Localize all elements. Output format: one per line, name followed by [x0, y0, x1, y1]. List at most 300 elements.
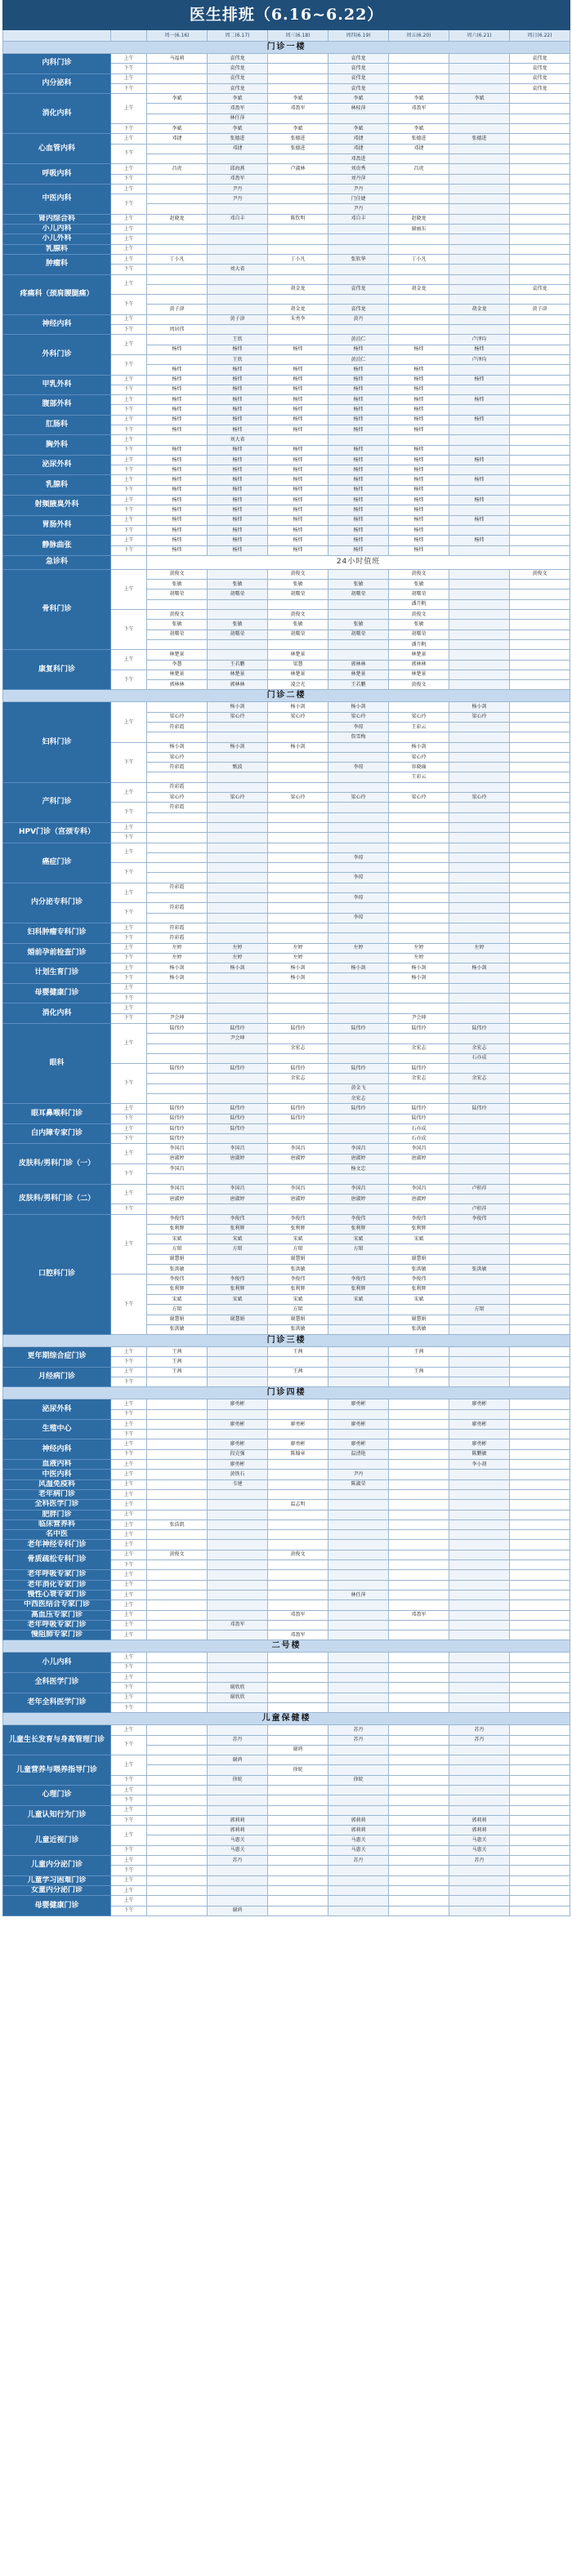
doctor-cell — [147, 822, 208, 832]
schedule-row — [3, 1530, 570, 1540]
doctor-cell — [449, 485, 510, 495]
doctor-cell: 杨炜 — [208, 415, 268, 425]
doctor-cell: 杨炜 — [268, 525, 328, 535]
doctor-cell — [510, 1755, 570, 1765]
doctor-cell: 谢鸿 — [208, 1755, 268, 1765]
doctor-cell: 杨炜 — [268, 395, 328, 405]
doctor-cell — [328, 1620, 389, 1630]
section-title: 儿童保健楼 — [3, 1713, 570, 1725]
doctor-cell — [328, 1134, 389, 1144]
doctor-cell — [389, 1357, 449, 1367]
doctor-cell: 杨炜 — [208, 365, 268, 375]
doctor-cell: 左婷 — [328, 943, 389, 953]
doctor-cell: 邓盈军 — [208, 174, 268, 184]
doctor-cell — [208, 1083, 268, 1093]
period-cell: 上午 — [111, 1826, 147, 1846]
doctor-cell — [389, 732, 449, 742]
doctor-cell — [328, 1377, 389, 1387]
doctor-cell: 谢慧娟 — [268, 1315, 328, 1324]
dept-name: 老年神经专科门诊 — [3, 1540, 111, 1550]
doctor-cell — [208, 1043, 268, 1053]
doctor-cell: 林楚景 — [268, 670, 328, 679]
doctor-cell: 陆伟玲 — [449, 1104, 510, 1114]
schedule-row — [3, 1653, 570, 1662]
doctor-cell — [449, 445, 510, 455]
period-cell: 上午 — [111, 1144, 147, 1164]
schedule-row — [3, 134, 570, 144]
doctor-cell: 李俊伟 — [389, 1275, 449, 1284]
doctor-cell — [328, 863, 389, 873]
doctor-cell — [208, 1093, 268, 1103]
doctor-cell — [449, 214, 510, 224]
doctor-cell — [147, 1875, 208, 1885]
doctor-cell: 杨小剑 — [208, 963, 268, 973]
day-header: 周二(6.17) — [208, 30, 268, 42]
doctor-cell — [328, 1765, 389, 1775]
doctor-cell — [510, 314, 570, 324]
section-row — [3, 1640, 570, 1653]
doctor-cell: 杨炜 — [268, 345, 328, 354]
doctor-cell: 张软华 — [328, 254, 389, 264]
doctor-cell — [449, 1755, 510, 1765]
doctor-cell — [389, 113, 449, 123]
day-header: 周日(6.22) — [510, 30, 570, 42]
doctor-cell — [389, 913, 449, 923]
doctor-cell — [449, 822, 510, 832]
period-cell: 下午 — [111, 1357, 147, 1367]
doctor-cell — [449, 723, 510, 732]
dept-name: 口腔科门诊 — [3, 1214, 111, 1335]
dept-name: 儿童生长发育与身高管理门诊 — [3, 1725, 111, 1755]
doctor-cell: 林任萍 — [328, 1590, 389, 1599]
schedule-row — [3, 54, 570, 64]
doctor-cell — [449, 1315, 510, 1324]
dept-name: 高血压专家门诊 — [3, 1610, 111, 1620]
doctor-cell — [510, 1550, 570, 1559]
doctor-cell — [389, 822, 449, 832]
doctor-cell: 胡曙荣 — [328, 630, 389, 639]
doctor-cell — [389, 1034, 449, 1043]
doctor-cell — [328, 234, 389, 244]
doctor-cell: 袁伟龙 — [328, 54, 389, 64]
doctor-cell — [449, 465, 510, 475]
doctor-cell — [449, 1134, 510, 1144]
doctor-cell: 杨炜 — [268, 385, 328, 394]
doctor-cell: 杨炜 — [328, 415, 389, 425]
doctor-cell — [268, 903, 328, 913]
doctor-cell: 林楚景 — [268, 650, 328, 660]
period-cell: 上午 — [111, 1489, 147, 1499]
section-title: 门诊三楼 — [3, 1335, 570, 1347]
doctor-cell: 张洪敏 — [389, 1324, 449, 1334]
doctor-cell — [510, 803, 570, 812]
doctor-cell — [328, 265, 389, 274]
doctor-cell — [510, 1702, 570, 1712]
doctor-cell — [328, 1653, 389, 1662]
doctor-cell — [328, 1745, 389, 1755]
doctor-cell: 石亦成 — [389, 1123, 449, 1133]
doctor-cell: 李琼 — [328, 723, 389, 732]
dept-name: 肾内综合科 — [3, 214, 111, 224]
doctor-cell — [389, 1835, 449, 1845]
doctor-cell — [389, 923, 449, 932]
doctor-cell — [147, 599, 208, 609]
doctor-cell — [510, 1184, 570, 1194]
doctor-cell: 唐淑婷 — [208, 1194, 268, 1203]
doctor-cell: 邓捷 — [208, 144, 268, 153]
doctor-cell — [389, 1174, 449, 1184]
doctor-cell: 杨炜 — [389, 505, 449, 515]
doctor-cell: 胡金龙 — [449, 305, 510, 314]
doctor-cell — [449, 610, 510, 620]
doctor-cell: 王茜 — [389, 1367, 449, 1377]
doctor-cell — [449, 1610, 510, 1620]
doctor-cell — [510, 134, 570, 144]
doctor-cell — [147, 1377, 208, 1387]
doctor-cell — [147, 1560, 208, 1570]
doctor-cell: 马惠关 — [449, 1835, 510, 1845]
doctor-cell: 张利辉 — [328, 1224, 389, 1234]
doctor-cell — [449, 545, 510, 555]
doctor-cell: 郭莉莉 — [328, 1815, 389, 1825]
doctor-cell — [328, 599, 389, 609]
doctor-cell — [510, 610, 570, 620]
doctor-cell: 胡曙荣 — [208, 630, 268, 639]
doctor-cell — [389, 1204, 449, 1214]
doctor-cell: 张敏 — [268, 620, 328, 630]
doctor-cell — [268, 184, 328, 194]
doctor-cell — [449, 1631, 510, 1640]
doctor-cell — [268, 1470, 328, 1479]
schedule-row — [3, 1367, 570, 1377]
doctor-cell: 杨炜 — [389, 496, 449, 505]
period-cell: 上午 — [111, 184, 147, 194]
doctor-cell — [449, 1500, 510, 1510]
doctor-cell — [268, 194, 328, 204]
doctor-cell: 陆伟玲 — [147, 1134, 208, 1144]
period-cell: 下午 — [111, 994, 147, 1003]
period-cell: 上午 — [111, 1419, 147, 1429]
doctor-cell: 杨炜 — [328, 465, 389, 475]
doctor-cell — [510, 1224, 570, 1234]
doctor-cell — [389, 1845, 449, 1855]
doctor-cell: 杨炜 — [389, 365, 449, 375]
doctor-cell — [208, 1013, 268, 1023]
period-cell: 上午 — [111, 1367, 147, 1377]
doctor-cell: 李俊伟 — [147, 1275, 208, 1284]
doctor-cell: 杨炜 — [208, 465, 268, 475]
doctor-cell: 苏丹 — [328, 1735, 389, 1745]
doctor-cell — [449, 752, 510, 762]
doctor-cell — [268, 1845, 328, 1855]
doctor-cell — [268, 1540, 328, 1550]
doctor-cell: 杨炜 — [328, 496, 389, 505]
doctor-cell — [389, 1725, 449, 1735]
schedule-row — [3, 923, 570, 932]
doctor-cell: 梁心玲 — [268, 712, 328, 722]
doctor-cell — [268, 1013, 328, 1023]
doctor-cell — [510, 599, 570, 609]
doctor-cell — [449, 1653, 510, 1662]
doctor-cell — [389, 1653, 449, 1662]
doctor-cell — [510, 1805, 570, 1815]
doctor-cell — [208, 1003, 268, 1013]
doctor-cell — [328, 1324, 389, 1334]
doctor-cell: 陆伟玲 — [449, 1023, 510, 1033]
dept-name: 消化内科 — [3, 1003, 111, 1024]
doctor-cell: 陆伟玲 — [147, 1114, 208, 1123]
doctor-cell: 黄泊仁 — [328, 354, 389, 364]
doctor-cell — [510, 1600, 570, 1610]
doctor-cell: 符彩霞 — [147, 883, 208, 892]
schedule-row — [3, 1519, 570, 1529]
doctor-cell: 余宏志 — [328, 1093, 389, 1103]
doctor-cell: 袁伟龙 — [510, 54, 570, 64]
doctor-cell — [389, 1053, 449, 1063]
doctor-cell — [208, 610, 268, 620]
doctor-cell — [268, 723, 328, 732]
doctor-cell: 谢丽东 — [389, 225, 449, 234]
doctor-cell — [268, 1835, 328, 1845]
doctor-cell — [510, 752, 570, 762]
doctor-cell — [268, 843, 328, 852]
doctor-cell: 黄俊文 — [268, 610, 328, 620]
doctor-cell: 廖勇彬 — [449, 1399, 510, 1409]
doctor-cell — [510, 244, 570, 254]
doctor-cell — [147, 702, 208, 712]
doctor-cell — [268, 1600, 328, 1610]
period-cell: 下午 — [111, 545, 147, 555]
doctor-cell: 段克强 — [208, 1449, 268, 1459]
period-cell: 上午 — [111, 254, 147, 264]
doctor-cell — [268, 435, 328, 445]
doctor-cell — [389, 1785, 449, 1795]
doctor-cell: 李俊伟 — [328, 1214, 389, 1224]
doctor-cell: 林桂萍 — [328, 104, 389, 113]
doctor-cell — [510, 1083, 570, 1093]
doctor-cell: 梁心玲 — [268, 793, 328, 803]
doctor-cell — [449, 1866, 510, 1875]
doctor-cell — [510, 822, 570, 832]
doctor-cell: 李国昌 — [208, 1144, 268, 1154]
schedule-row — [3, 164, 570, 174]
period-cell: 上午 — [111, 1755, 147, 1776]
doctor-cell: 杨炜 — [147, 536, 208, 545]
dept-name: 康复科门诊 — [3, 650, 111, 690]
doctor-cell — [268, 1123, 328, 1133]
doctor-cell — [328, 752, 389, 762]
doctor-cell: 杨小剑 — [328, 963, 389, 973]
doctor-cell: 刘丹萍 — [328, 174, 389, 184]
period-cell: 下午 — [111, 1204, 147, 1214]
doctor-cell: 李国昌 — [208, 1184, 268, 1194]
doctor-cell: 郭莉莉 — [328, 1826, 389, 1835]
period-cell: 下午 — [111, 1662, 147, 1672]
period-cell: 下午 — [111, 265, 147, 274]
doctor-cell: 李斌 — [208, 124, 268, 134]
doctor-cell: 杨炜 — [389, 415, 449, 425]
doctor-cell: 袁伟龙 — [510, 83, 570, 93]
doctor-cell — [268, 325, 328, 335]
doctor-cell — [328, 1600, 389, 1610]
doctor-cell — [510, 833, 570, 843]
doctor-cell — [510, 580, 570, 589]
doctor-cell — [328, 742, 389, 752]
doctor-cell — [510, 204, 570, 214]
section-row — [3, 42, 570, 54]
schedule-row — [3, 1460, 570, 1470]
dept-name: 甲乳外科 — [3, 375, 111, 395]
doctor-cell — [510, 1530, 570, 1540]
doctor-cell — [389, 1775, 449, 1785]
doctor-cell — [268, 639, 328, 649]
doctor-cell — [510, 485, 570, 495]
doctor-cell — [147, 1735, 208, 1745]
doctor-cell: 方珺 — [449, 1305, 510, 1315]
schedule-row — [3, 274, 570, 284]
doctor-cell — [510, 1214, 570, 1224]
doctor-cell: 李国昌 — [389, 1144, 449, 1154]
doctor-cell: 杨炜 — [389, 465, 449, 475]
doctor-cell — [208, 852, 268, 862]
doctor-cell: 杨炜 — [268, 536, 328, 545]
doctor-cell: 左婷 — [268, 943, 328, 953]
doctor-cell — [147, 1815, 208, 1825]
doctor-cell — [328, 1693, 389, 1702]
doctor-cell — [208, 1765, 268, 1775]
doctor-cell — [147, 1590, 208, 1599]
doctor-cell — [510, 1460, 570, 1470]
doctor-cell — [389, 83, 449, 93]
doctor-cell: 谢欣欣 — [208, 1683, 268, 1693]
doctor-cell — [449, 1013, 510, 1023]
doctor-cell: 丁小凡 — [147, 254, 208, 264]
period-cell: 上午 — [111, 1896, 147, 1906]
doctor-cell — [510, 1785, 570, 1795]
doctor-cell: 杨炜 — [208, 475, 268, 485]
doctor-cell — [449, 225, 510, 234]
period-cell: 下午 — [111, 1114, 147, 1123]
doctor-cell: 宋斌 — [268, 1235, 328, 1244]
doctor-cell — [510, 983, 570, 993]
doctor-cell: 张利辉 — [268, 1224, 328, 1234]
doctor-cell — [268, 1775, 328, 1785]
dept-name: 慢阻肺专家门诊 — [3, 1631, 111, 1640]
period-cell: 上午 — [111, 1214, 147, 1275]
doctor-cell — [449, 812, 510, 822]
schedule-row — [3, 475, 570, 485]
doctor-cell — [147, 1204, 208, 1214]
doctor-cell: 杨炜 — [389, 405, 449, 415]
doctor-cell: 郭莉莉 — [449, 1826, 510, 1835]
doctor-cell: 唐淑婷 — [389, 1194, 449, 1203]
doctor-cell — [510, 496, 570, 505]
doctor-cell — [208, 1489, 268, 1499]
doctor-cell: 廖勇彬 — [268, 1419, 328, 1429]
doctor-cell — [147, 1885, 208, 1895]
doctor-cell — [328, 953, 389, 963]
doctor-cell — [268, 913, 328, 923]
period-cell: 上午 — [111, 1580, 147, 1590]
dept-name: 计划生育门诊 — [3, 963, 111, 984]
doctor-cell — [328, 1114, 389, 1123]
doctor-cell: 谢慧娟 — [208, 1315, 268, 1324]
period-cell: 上午 — [111, 1856, 147, 1866]
period-cell: 上午 — [111, 274, 147, 295]
period-cell: 下午 — [111, 325, 147, 335]
doctor-cell: 李慧 — [147, 660, 208, 670]
doctor-cell — [449, 1560, 510, 1570]
doctor-cell: 杨炜 — [328, 525, 389, 535]
doctor-cell: 梁心玲 — [389, 752, 449, 762]
doctor-cell — [147, 1399, 208, 1409]
doctor-cell: 尹丹 — [328, 1470, 389, 1479]
doctor-cell — [208, 983, 268, 993]
dept-name: 全科医学门诊 — [3, 1673, 111, 1693]
doctor-cell — [449, 803, 510, 812]
doctor-cell: 陈鹏敏 — [449, 1449, 510, 1459]
doctor-cell: 左婷 — [147, 943, 208, 953]
doctor-cell: 廖勇彬 — [208, 1419, 268, 1429]
doctor-cell — [268, 1590, 328, 1599]
doctor-cell — [208, 204, 268, 214]
period-cell: 下午 — [111, 1377, 147, 1387]
doctor-cell — [510, 963, 570, 973]
period-cell: 上午 — [111, 1184, 147, 1204]
doctor-cell — [268, 1357, 328, 1367]
doctor-cell — [268, 1399, 328, 1409]
doctor-cell: 杨小剑 — [268, 702, 328, 712]
doctor-cell — [147, 1673, 208, 1683]
doctor-cell — [510, 164, 570, 174]
doctor-cell: 袁伟龙 — [208, 83, 268, 93]
doctor-cell — [147, 994, 208, 1003]
schedule-row — [3, 1419, 570, 1429]
doctor-cell — [510, 712, 570, 722]
period-cell — [111, 555, 147, 569]
schedule-row — [3, 1620, 570, 1630]
doctor-cell — [449, 284, 510, 294]
doctor-cell — [147, 1479, 208, 1489]
doctor-cell: 杨炜 — [208, 425, 268, 434]
period-cell: 上午 — [111, 943, 147, 953]
doctor-cell — [208, 833, 268, 843]
doctor-cell: 邓盈进 — [328, 153, 389, 163]
doctor-cell — [147, 204, 208, 214]
doctor-cell — [268, 73, 328, 83]
doctor-cell: 杨炜 — [268, 365, 328, 375]
doctor-cell: 苏丹 — [449, 1725, 510, 1735]
doctor-cell — [389, 314, 449, 324]
doctor-cell — [147, 983, 208, 993]
doctor-cell: 杨炜 — [147, 365, 208, 375]
doctor-cell — [510, 1164, 570, 1174]
doctor-cell — [147, 104, 208, 113]
doctor-cell: 尹丹 — [208, 184, 268, 194]
doctor-cell: 杨炜 — [328, 425, 389, 434]
doctor-cell: 张利辉 — [389, 1284, 449, 1294]
doctor-cell — [268, 1510, 328, 1519]
doctor-cell: 王茜 — [389, 1347, 449, 1357]
doctor-cell: 宋斌 — [328, 1235, 389, 1244]
doctor-cell — [389, 1765, 449, 1775]
doctor-cell — [208, 873, 268, 883]
doctor-cell — [449, 365, 510, 375]
doctor-cell — [510, 1275, 570, 1284]
dept-name: 皮肤科/男科门诊（二） — [3, 1184, 111, 1214]
doctor-cell: 李琼 — [328, 873, 389, 883]
dept-name: 临床营养科 — [3, 1519, 111, 1529]
